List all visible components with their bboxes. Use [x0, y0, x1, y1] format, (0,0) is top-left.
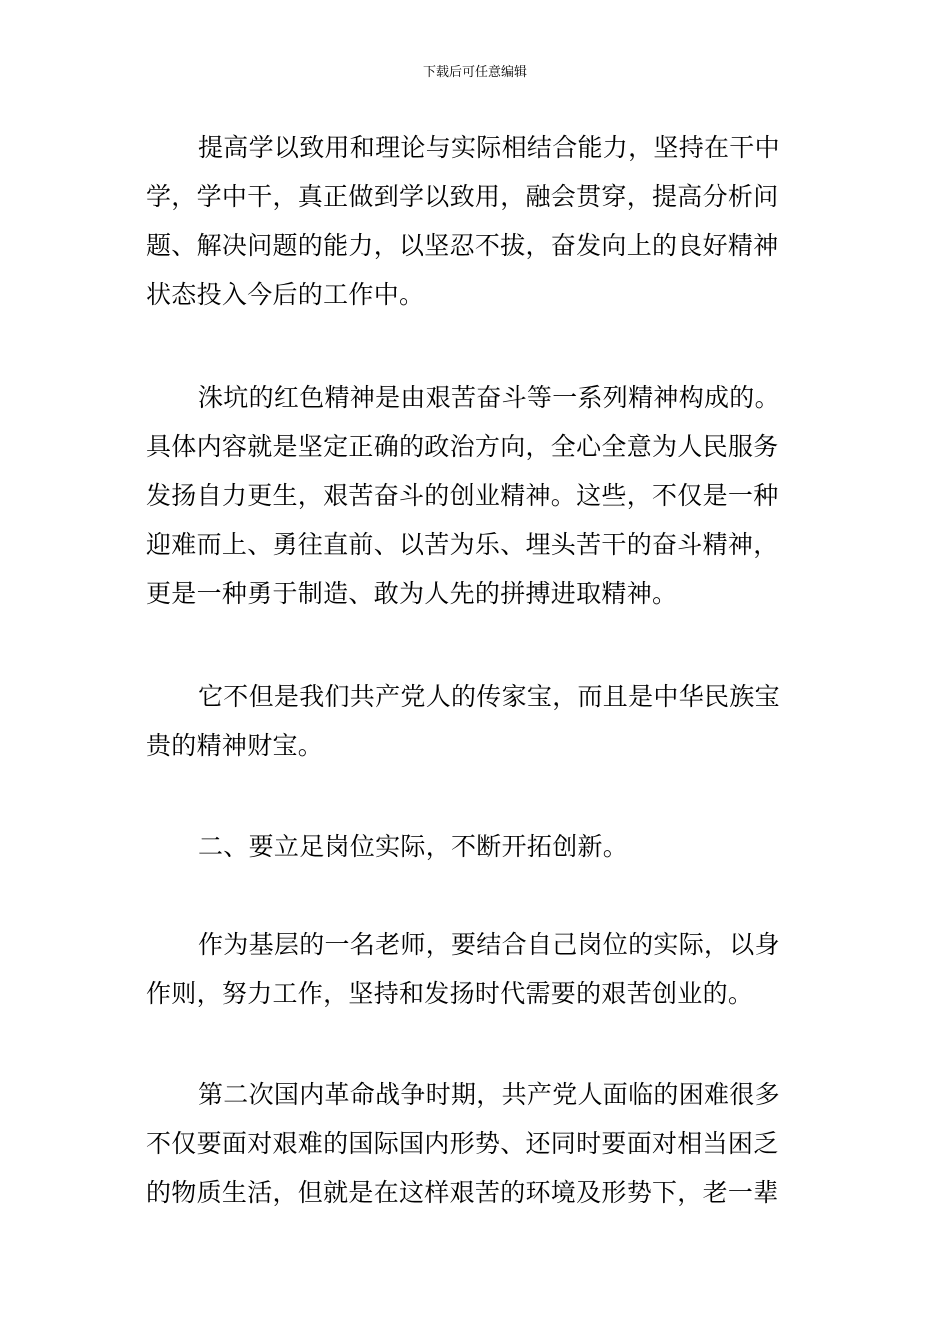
- paragraph-3-line-2: 贵的精神财宝。: [146, 731, 324, 760]
- paragraph-1-line-1: 提高学以致用和理论与实际相结合能力，坚持在干中: [198, 133, 780, 162]
- paragraph-6-line-2: 不仅要面对艰难的国际国内形势、还同时要面对相当困乏: [146, 1129, 779, 1158]
- paragraph-6-line-1: 第二次国内革命战争时期，共产党人面临的困难很多: [198, 1080, 780, 1109]
- section-heading: 二、要立足岗位实际，不断开拓创新。: [198, 832, 629, 861]
- paragraph-2-line-3: 发扬自力更生，艰苦奋斗的创业精神。这些，不仅是一种: [146, 481, 779, 510]
- page-header: 下载后可任意编辑: [422, 65, 527, 80]
- paragraph-5-line-2: 作则，努力工作，坚持和发扬时代需要的艰苦创业的。: [146, 979, 754, 1008]
- paragraph-6-line-3: 的物质生活，但就是在这样艰苦的环境及形势下，老一辈: [146, 1178, 779, 1207]
- paragraph-3-line-1: 它不但是我们共产党人的传家宝，而且是中华民族宝: [198, 682, 780, 711]
- paragraph-2-line-5: 更是一种勇于制造、敢为人先的拼搏进取精神。: [146, 579, 678, 608]
- paragraph-5-line-1: 作为基层的一名老师，要结合自己岗位的实际，以身: [198, 930, 780, 959]
- paragraph-1-line-3: 题、解决问题的能力，以坚忍不拔，奋发向上的良好精神: [146, 231, 779, 260]
- paragraph-2-line-1: 洙坑的红色精神是由艰苦奋斗等一系列精神构成的。: [198, 383, 780, 412]
- paragraph-2-line-2: 具体内容就是坚定正确的政治方向，全心全意为人民服务: [146, 432, 779, 461]
- paragraph-2-line-4: 迎难而上、勇往直前、以苦为乐、埋头苦干的奋斗精神，: [146, 530, 779, 559]
- paragraph-1-line-2: 学，学中干，真正做到学以致用，融会贯穿，提高分析问: [146, 182, 779, 211]
- paragraph-1-line-4: 状态投入今后的工作中。: [146, 280, 425, 309]
